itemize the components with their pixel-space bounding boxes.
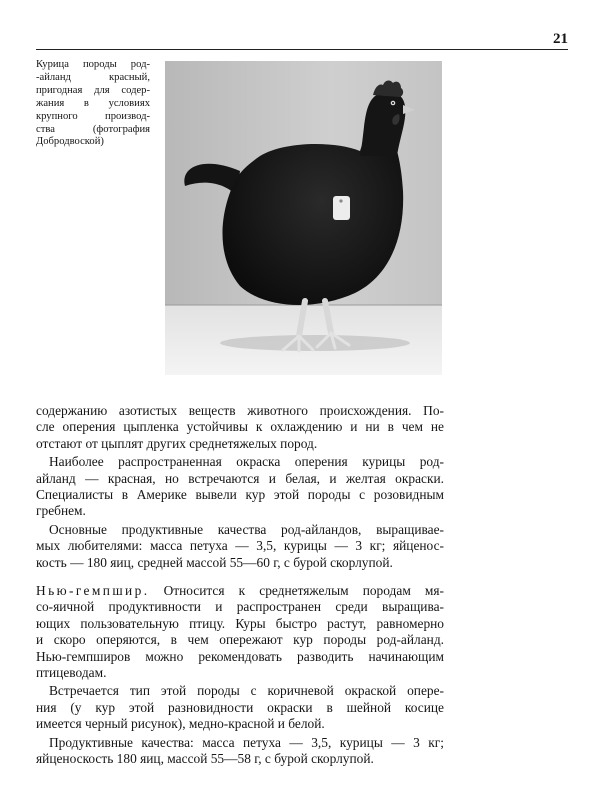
- caption-line: крупного производ-: [36, 110, 150, 122]
- text-line: айланд — красная, но встречаются и белая, и желтая окраски.: [36, 470, 444, 486]
- text-line: сле оперения цыпленка устойчивы к охлаждению и ни в чем не: [36, 419, 444, 435]
- paragraph: [36, 403, 444, 452]
- text-line: птицеводам.: [36, 665, 107, 681]
- text-line: Нью-гемпширов можно рекомендовать разводить начинающим: [36, 648, 444, 664]
- text-line: кость — 180 яиц, средней массой 55—60 г, с бурой скорлупой.: [36, 554, 393, 570]
- text-line: Основные продуктивные качества род-айландов, выращивае-: [49, 521, 444, 537]
- photo-hen: [165, 61, 442, 375]
- caption-line: Курица породы род-: [36, 59, 150, 70]
- text-line: ния (у кур этой разновидности окраски в шейной косице: [36, 699, 444, 715]
- caption-line: -айланд красный,: [36, 71, 150, 83]
- header-rule: [36, 49, 568, 50]
- text-line: Встречается тип этой породы с коричневой окраской опере-: [49, 683, 444, 699]
- hen-shadow: [220, 335, 410, 351]
- caption-line: ства (фотография: [36, 123, 150, 135]
- text-line: гребнем.: [36, 503, 86, 519]
- text-line: [36, 583, 444, 599]
- text-line: Продуктивные качества: масса петуха — 3,5, курицы — 3 кг;: [49, 734, 444, 750]
- text-line: имеется черный рисунок), медно-красной и белой.: [36, 716, 325, 732]
- text-line: Наиболее распространенная окраска оперения курицы род-: [49, 454, 444, 470]
- body-text-block-2: [36, 583, 444, 767]
- body-text-block-1: [36, 403, 444, 571]
- caption-line: Добродвоской): [36, 136, 104, 148]
- text-line: и скоро оперяются, в чем опережают кур породы род-айланд.: [36, 632, 444, 648]
- text-fragment: Относится к среднетяжелым породам мя-: [149, 583, 444, 598]
- text-line: Специалисты в Америке вывели кур этой породы с розовидным: [36, 487, 444, 503]
- paragraph: [36, 683, 444, 732]
- caption-line: пригодная для содер-: [36, 84, 150, 96]
- hen-illustration: [165, 61, 442, 375]
- breed-heading: Нью-гемпшир.: [36, 583, 150, 598]
- paragraph: [36, 583, 444, 681]
- figure-caption: [36, 59, 150, 149]
- caption-line: жания в условиях: [36, 97, 150, 109]
- text-line: со-яичной продуктивности и распространен среди выращива-: [36, 599, 444, 615]
- text-line: содержанию азотистых веществ животного происхождения. По-: [36, 403, 444, 418]
- paragraph: [36, 454, 444, 520]
- paragraph: [36, 735, 444, 768]
- text-line: яйценоскость 180 яиц, массой 55—58 г, с бурой скорлупой.: [36, 751, 374, 767]
- page-number: 21: [553, 31, 568, 47]
- text-line: мых любителями: масса петуха — 3,5, курицы — 3 кг; яйценос-: [36, 538, 444, 554]
- text-line: отстают от цыплят других среднетяжелых пород.: [36, 435, 318, 451]
- paragraph: [36, 522, 444, 571]
- text-line: ющих пользовательную птицу. Куры быстро растут, равномерно: [36, 615, 444, 631]
